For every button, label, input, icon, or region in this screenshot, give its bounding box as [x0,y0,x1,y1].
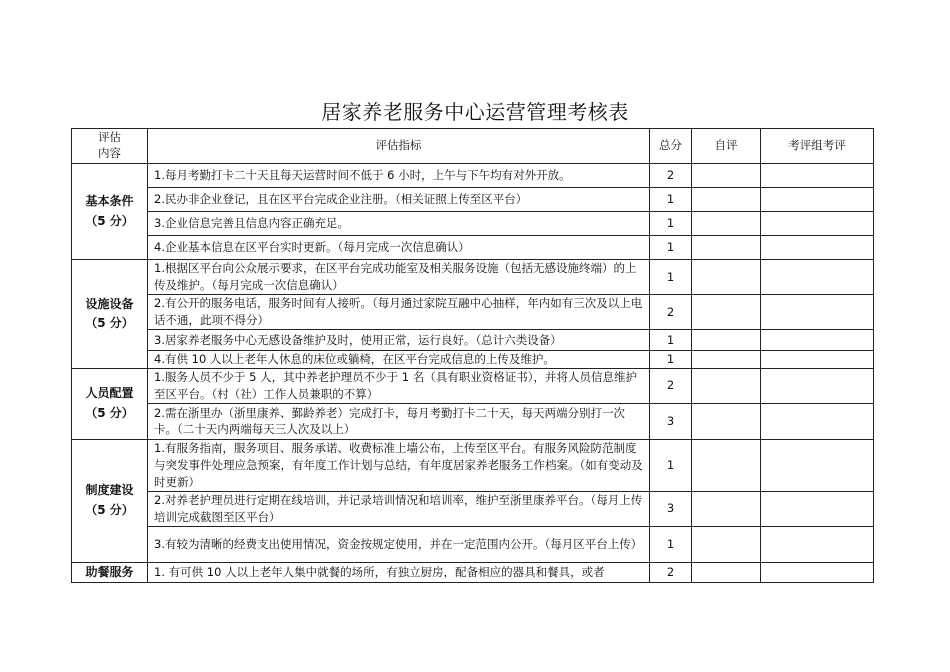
table-row [72,164,874,188]
self-score-cell[interactable] [692,330,761,351]
criterion-text: 1.服务人员不少于 5 人，其中养老护理员不少于 1 名（具有职业资格证书），并将人员信息维护至区平台。（村（社）工作人员兼职的不算） [148,368,650,403]
points-cell: 3 [650,491,692,526]
self-score-cell[interactable] [692,260,761,295]
panel-score-cell[interactable] [761,368,874,403]
table-row [72,491,874,526]
header-category: 评估 内容 [72,129,148,164]
category-cell: 助餐服务 [72,562,148,582]
category-cell: 人员配置 （5 分） [72,368,148,439]
panel-score-cell[interactable] [761,403,874,439]
table-row [72,212,874,236]
criterion-text: 1.根据区平台向公众展示要求，在区平台完成功能室及相关服务设施（包括无感设施终端）的上传及维护。（每月完成一次信息确认） [148,260,650,295]
category-cell: 基本条件 （5 分） [72,164,148,260]
points-cell: 1 [650,439,692,491]
table-row [72,295,874,330]
self-score-cell[interactable] [692,526,761,562]
self-score-cell[interactable] [692,295,761,330]
criterion-text: 3.有较为清晰的经费支出使用情况，资金按规定使用，并在一定范围内公开。（每月区平台上传） [148,526,650,562]
points-cell: 1 [650,260,692,295]
page-title: 居家养老服务中心运营管理考核表 [321,100,629,124]
points-cell: 1 [650,526,692,562]
header-total-score: 总分 [650,129,692,164]
table-row [72,351,874,369]
points-cell: 1 [650,236,692,260]
panel-score-cell[interactable] [761,260,874,295]
table-row [72,562,874,582]
panel-score-cell[interactable] [761,330,874,351]
criterion-text: 2.民办非企业登记，且在区平台完成企业注册。（相关证照上传至区平台） [148,188,650,212]
panel-score-cell[interactable] [761,439,874,491]
criterion-text: 4.有供 10 人以上老年人休息的床位或躺椅，在区平台完成信息的上传及维护。 [148,351,650,369]
self-score-cell[interactable] [692,491,761,526]
assessment-table [71,128,874,583]
panel-score-cell[interactable] [761,164,874,188]
criterion-text: 3.居家养老服务中心无感设备维护及时，使用正常，运行良好。（总计六类设备） [148,330,650,351]
self-score-cell[interactable] [692,351,761,369]
table-row [72,330,874,351]
header-panel-assessment: 考评组考评 [761,129,874,164]
points-cell: 1 [650,212,692,236]
criterion-text: 1.有服务指南，服务项目、服务承诺、收费标准上墙公布，上传至区平台。有服务风险防范制度与突发事件处理应急预案，有年度工作计划与总结，有年度居家养老服务工作档案。（如有变动及时更新） [148,439,650,491]
category-cell: 设施设备 （5 分） [72,260,148,369]
self-score-cell[interactable] [692,562,761,582]
table-header-row [72,129,874,164]
table-row [72,236,874,260]
points-cell: 1 [650,188,692,212]
points-cell: 2 [650,164,692,188]
self-score-cell[interactable] [692,403,761,439]
panel-score-cell[interactable] [761,212,874,236]
self-score-cell[interactable] [692,212,761,236]
points-cell: 1 [650,330,692,351]
header-self-assessment: 自评 [692,129,761,164]
criterion-text: 1. 有可供 10 人以上老年人集中就餐的场所，有独立厨房，配备相应的器具和餐具，或者 [148,562,650,582]
points-cell: 3 [650,403,692,439]
self-score-cell[interactable] [692,368,761,403]
points-cell: 1 [650,351,692,369]
panel-score-cell[interactable] [761,526,874,562]
points-cell: 2 [650,368,692,403]
panel-score-cell[interactable] [761,188,874,212]
self-score-cell[interactable] [692,439,761,491]
self-score-cell[interactable] [692,236,761,260]
criterion-text: 2.对养老护理员进行定期在线培训，并记录培训情况和培训率，维护至浙里康养平台。（每月上传培训完成截图至区平台） [148,491,650,526]
category-cell: 制度建设 （5 分） [72,439,148,562]
table-row [72,368,874,403]
panel-score-cell[interactable] [761,351,874,369]
panel-score-cell[interactable] [761,236,874,260]
criterion-text: 2.需在浙里办（浙里康养、鄞龄养老）完成打卡，每月考勤打卡二十天，每天两端分别打一次卡。（二十天内两端每天三人次及以上） [148,403,650,439]
panel-score-cell[interactable] [761,562,874,582]
panel-score-cell[interactable] [761,295,874,330]
points-cell: 2 [650,562,692,582]
table-row [72,439,874,491]
self-score-cell[interactable] [692,188,761,212]
criterion-text: 3.企业信息完善且信息内容正确充足。 [148,212,650,236]
table-row [72,526,874,562]
points-cell: 2 [650,295,692,330]
header-criteria: 评估指标 [148,129,650,164]
table-row [72,188,874,212]
table-row [72,260,874,295]
criterion-text: 2.有公开的服务电话，服务时间有人接听。（每月通过家院互融中心抽样，年内如有三次及以上电话不通，此项不得分） [148,295,650,330]
panel-score-cell[interactable] [761,491,874,526]
criterion-text: 1.每月考勤打卡二十天且每天运营时间不低于 6 小时，上午与下午均有对外开放。 [148,164,650,188]
table-row [72,403,874,439]
criterion-text: 4.企业基本信息在区平台实时更新。（每月完成一次信息确认） [148,236,650,260]
self-score-cell[interactable] [692,164,761,188]
